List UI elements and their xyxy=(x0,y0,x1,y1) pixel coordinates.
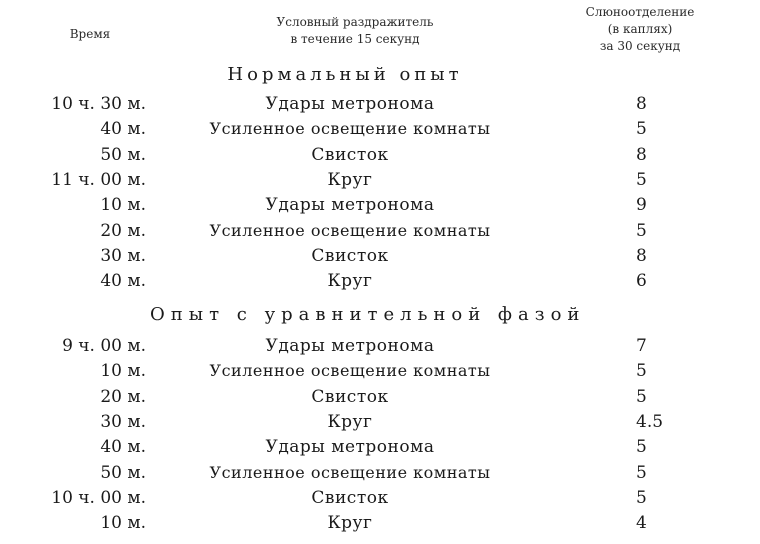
row-salivation-value: 5 xyxy=(636,119,647,140)
header-time xyxy=(60,26,120,43)
row-stimulus: Круг xyxy=(327,271,373,292)
row-stimulus: Свисток xyxy=(311,386,389,407)
row-salivation-value: 9 xyxy=(636,195,647,216)
row-time: 10 м. xyxy=(100,361,146,382)
row-stimulus: Усиленное освещение комнаты xyxy=(209,361,491,381)
row-stimulus: Удары метронома xyxy=(265,437,435,458)
header-stimulus xyxy=(230,14,480,48)
table-row xyxy=(0,336,760,361)
row-salivation-value: 8 xyxy=(636,94,647,114)
table-row xyxy=(0,488,760,513)
section-title-normal: Нормальный опыт xyxy=(227,64,463,85)
row-stimulus: Свисток xyxy=(311,245,389,266)
table-row xyxy=(0,271,760,296)
row-salivation-value: 5 xyxy=(636,361,647,382)
row-time: 30 м. xyxy=(100,411,146,432)
row-salivation-value: 8 xyxy=(636,245,647,266)
row-time: 50 м. xyxy=(100,144,146,165)
table-row xyxy=(0,513,760,538)
row-salivation-value: 5 xyxy=(636,437,647,458)
row-stimulus: Усиленное освещение комнаты xyxy=(209,119,491,139)
header-time-label: Время xyxy=(69,27,111,41)
table-row xyxy=(0,387,760,412)
row-time: 10 ч. 30 м. xyxy=(51,94,146,114)
table-row xyxy=(0,170,760,195)
header-salivation-line-3: за 30 секунд xyxy=(599,39,681,53)
header-stimulus-line-2: в течение 15 секунд xyxy=(290,32,420,46)
row-time: 9 ч. 00 м. xyxy=(62,336,146,356)
row-time: 20 м. xyxy=(100,220,146,241)
row-stimulus: Круг xyxy=(327,169,373,190)
row-stimulus: Усиленное освещение комнаты xyxy=(209,220,491,240)
row-time: 50 м. xyxy=(100,462,146,483)
row-salivation-value: 4.5 xyxy=(636,411,664,432)
row-stimulus: Удары метронома xyxy=(265,94,435,114)
row-time: 10 ч. 00 м. xyxy=(51,487,146,508)
header-salivation-line-2: (в каплях) xyxy=(607,22,673,36)
row-salivation-value: 5 xyxy=(636,220,647,241)
row-salivation-value: 4 xyxy=(636,513,647,534)
header-stimulus-line-1: Условный раздражитель xyxy=(276,15,434,29)
table-row xyxy=(0,195,760,220)
table-row xyxy=(0,437,760,462)
row-salivation-value: 5 xyxy=(636,462,647,483)
row-stimulus: Усиленное освещение комнаты xyxy=(209,462,491,482)
row-time: 40 м. xyxy=(100,271,146,292)
row-stimulus: Круг xyxy=(327,513,373,534)
row-stimulus: Свисток xyxy=(311,487,389,508)
row-salivation-value: 7 xyxy=(636,336,647,356)
section-title-equalizing: Опыт с уравнительной фазой xyxy=(150,304,586,325)
row-stimulus: Свисток xyxy=(311,144,389,165)
table-row xyxy=(0,463,760,488)
table-row xyxy=(0,145,760,170)
table-row xyxy=(0,221,760,246)
row-time: 10 м. xyxy=(100,513,146,534)
row-time: 20 м. xyxy=(100,386,146,407)
row-salivation-value: 5 xyxy=(636,386,647,407)
table-row xyxy=(0,246,760,271)
row-salivation-value: 5 xyxy=(636,487,647,508)
row-salivation-value: 8 xyxy=(636,144,647,165)
row-stimulus: Удары метронома xyxy=(265,195,435,216)
row-stimulus: Удары метронома xyxy=(265,336,435,356)
table-row xyxy=(0,412,760,437)
header-salivation-line-1: Слюноотделение xyxy=(585,5,695,19)
header-salivation xyxy=(570,4,710,55)
row-time: 10 м. xyxy=(100,195,146,216)
row-time: 40 м. xyxy=(100,437,146,458)
table-row xyxy=(0,94,760,119)
table-row xyxy=(0,361,760,386)
row-time: 40 м. xyxy=(100,119,146,140)
row-stimulus: Круг xyxy=(327,411,373,432)
row-time: 30 м. xyxy=(100,245,146,266)
row-time: 11 ч. 00 м. xyxy=(51,169,146,190)
table-row xyxy=(0,119,760,144)
row-salivation-value: 5 xyxy=(636,169,647,190)
row-salivation-value: 6 xyxy=(636,271,647,292)
